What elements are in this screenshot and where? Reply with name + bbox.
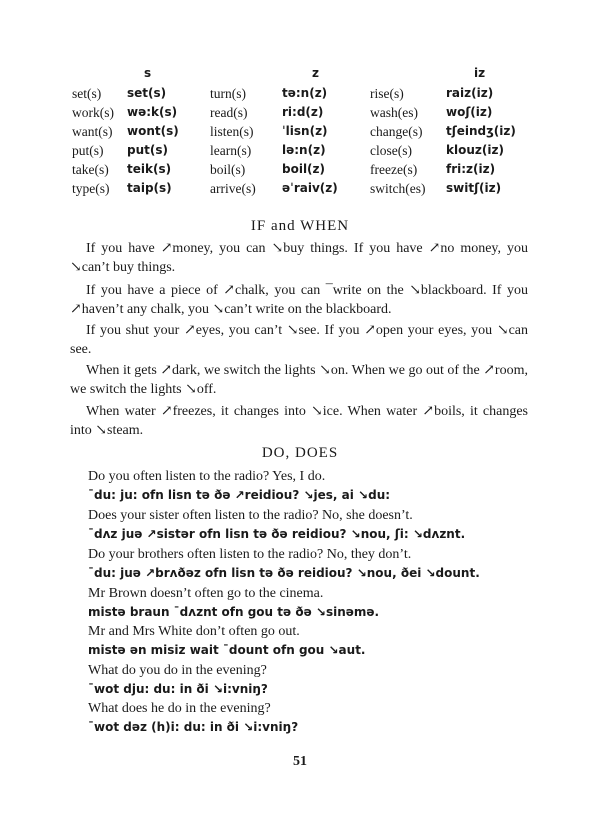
example-sentence: Do you often listen to the radio? Yes, I do. [88,469,326,484]
table-row [72,181,532,200]
phonetic-cell: ˈlisn(z) [282,124,328,138]
word-cell: take(s) [72,162,109,177]
table-row [72,162,532,181]
phonetic-line: ¯dʌz juə ↗sistər ofn lisn tə ðə reidiou? ↘nou, ʃi: ↘dʌznt. [88,527,466,541]
page-number: 51 [293,754,307,769]
table-header-s: s [144,66,152,80]
word-cell: want(s) [72,124,113,139]
table-row [72,105,532,124]
paragraph: When water ↗freezes, it changes into ↘ice. When water ↗boils, it changes into ↘steam. [70,404,528,438]
phonetic-line: ¯wot dju: du: in ði ↘i:vniŋ? [88,682,268,696]
table-header-iz: iz [474,66,486,80]
example-sentence: Do your brothers often listen to the radio? No, they don’t. [88,547,412,562]
phonetic-cell: klouz(iz) [446,143,504,157]
section-title-do-does: DO, DOES [261,445,339,461]
phonetic-cell: fri:z(iz) [446,162,496,176]
example-sentence: Mr Brown doesn’t often go to the cinema. [88,586,324,601]
table-header-z: z [312,66,319,80]
example-sentence: Mr and Mrs White don’t often go out. [88,624,300,639]
phonetic-cell: əˈraiv(z) [282,181,338,195]
phonetic-cell: wont(s) [127,124,179,138]
phonetic-cell: switʃ(iz) [446,181,502,195]
word-cell: put(s) [72,143,104,158]
paragraph: If you have a piece of ↗chalk, you can ¯write on the ↘blackboard. If you ↗haven’t any chalk, you ↘can’t write on the blackboard. [70,283,528,317]
phonetic-cell: raiz(iz) [446,86,494,100]
word-cell: work(s) [72,105,114,120]
word-cell: set(s) [72,86,102,101]
phonetic-cell: put(s) [127,143,168,157]
phonetic-cell: tʃeindʒ(iz) [446,124,516,138]
phonetic-line: mistə braun ¯dʌznt ofn gou tə ðə ↘sinəmə. [88,605,380,619]
word-cell: change(s) [370,124,423,139]
phonetic-line: mistə ən misiz wait ¯dount ofn gou ↘aut. [88,643,366,657]
word-cell: listen(s) [210,124,254,139]
word-cell: boil(s) [210,162,246,177]
example-sentence: Does your sister often listen to the radio? No, she doesn’t. [88,508,413,523]
section-title-if-when: IF and WHEN [250,218,350,234]
word-cell: arrive(s) [210,181,256,196]
word-cell: learn(s) [210,143,252,158]
example-sentence: What does he do in the evening? [88,701,271,716]
word-cell: type(s) [72,181,110,196]
word-cell: rise(s) [370,86,404,101]
phonetic-cell: woʃ(iz) [446,105,493,119]
phonetic-line: ¯wot dəz (h)i: du: in ði ↘i:vniŋ? [88,720,299,734]
table-row [72,86,532,105]
word-cell: read(s) [210,105,248,120]
table-row [72,143,532,162]
phonetic-cell: tə:n(z) [282,86,328,100]
paragraph: When it gets ↗dark, we switch the lights ↘on. When we go out of the ↗room, we switch the lights ↘off. [70,363,528,397]
word-cell: freeze(s) [370,162,418,177]
phonetic-line: ¯du: ju: ofn lisn tə ðə ↗reidiou? ↘jes, ai ↘du: [88,488,391,502]
phonetic-line: ¯du: juə ↗brʌðəz ofn lisn tə ðə reidiou? ↘nou, ðei ↘dount. [88,566,480,580]
word-cell: wash(es) [370,105,418,120]
phonetic-cell: ri:d(z) [282,105,324,119]
phonetic-cell: set(s) [127,86,167,100]
word-cell: close(s) [370,143,412,158]
paragraph: If you shut your ↗eyes, you can’t ↘see. If you ↗open your eyes, you ↘can see. [70,323,528,357]
phonetic-cell: boil(z) [282,162,326,176]
table-row [72,124,532,143]
paragraph: If you have ↗money, you can ↘buy things. If you have ↗no money, you ↘can’t buy things. [70,241,528,275]
word-cell: switch(es) [370,181,426,196]
phonetic-cell: lə:n(z) [282,143,326,157]
example-sentence: What do you do in the evening? [88,663,267,678]
phonetic-cell: teik(s) [127,162,172,176]
word-cell: turn(s) [210,86,246,101]
phonetic-cell: wə:k(s) [127,105,178,119]
phonetic-cell: taip(s) [127,181,172,195]
